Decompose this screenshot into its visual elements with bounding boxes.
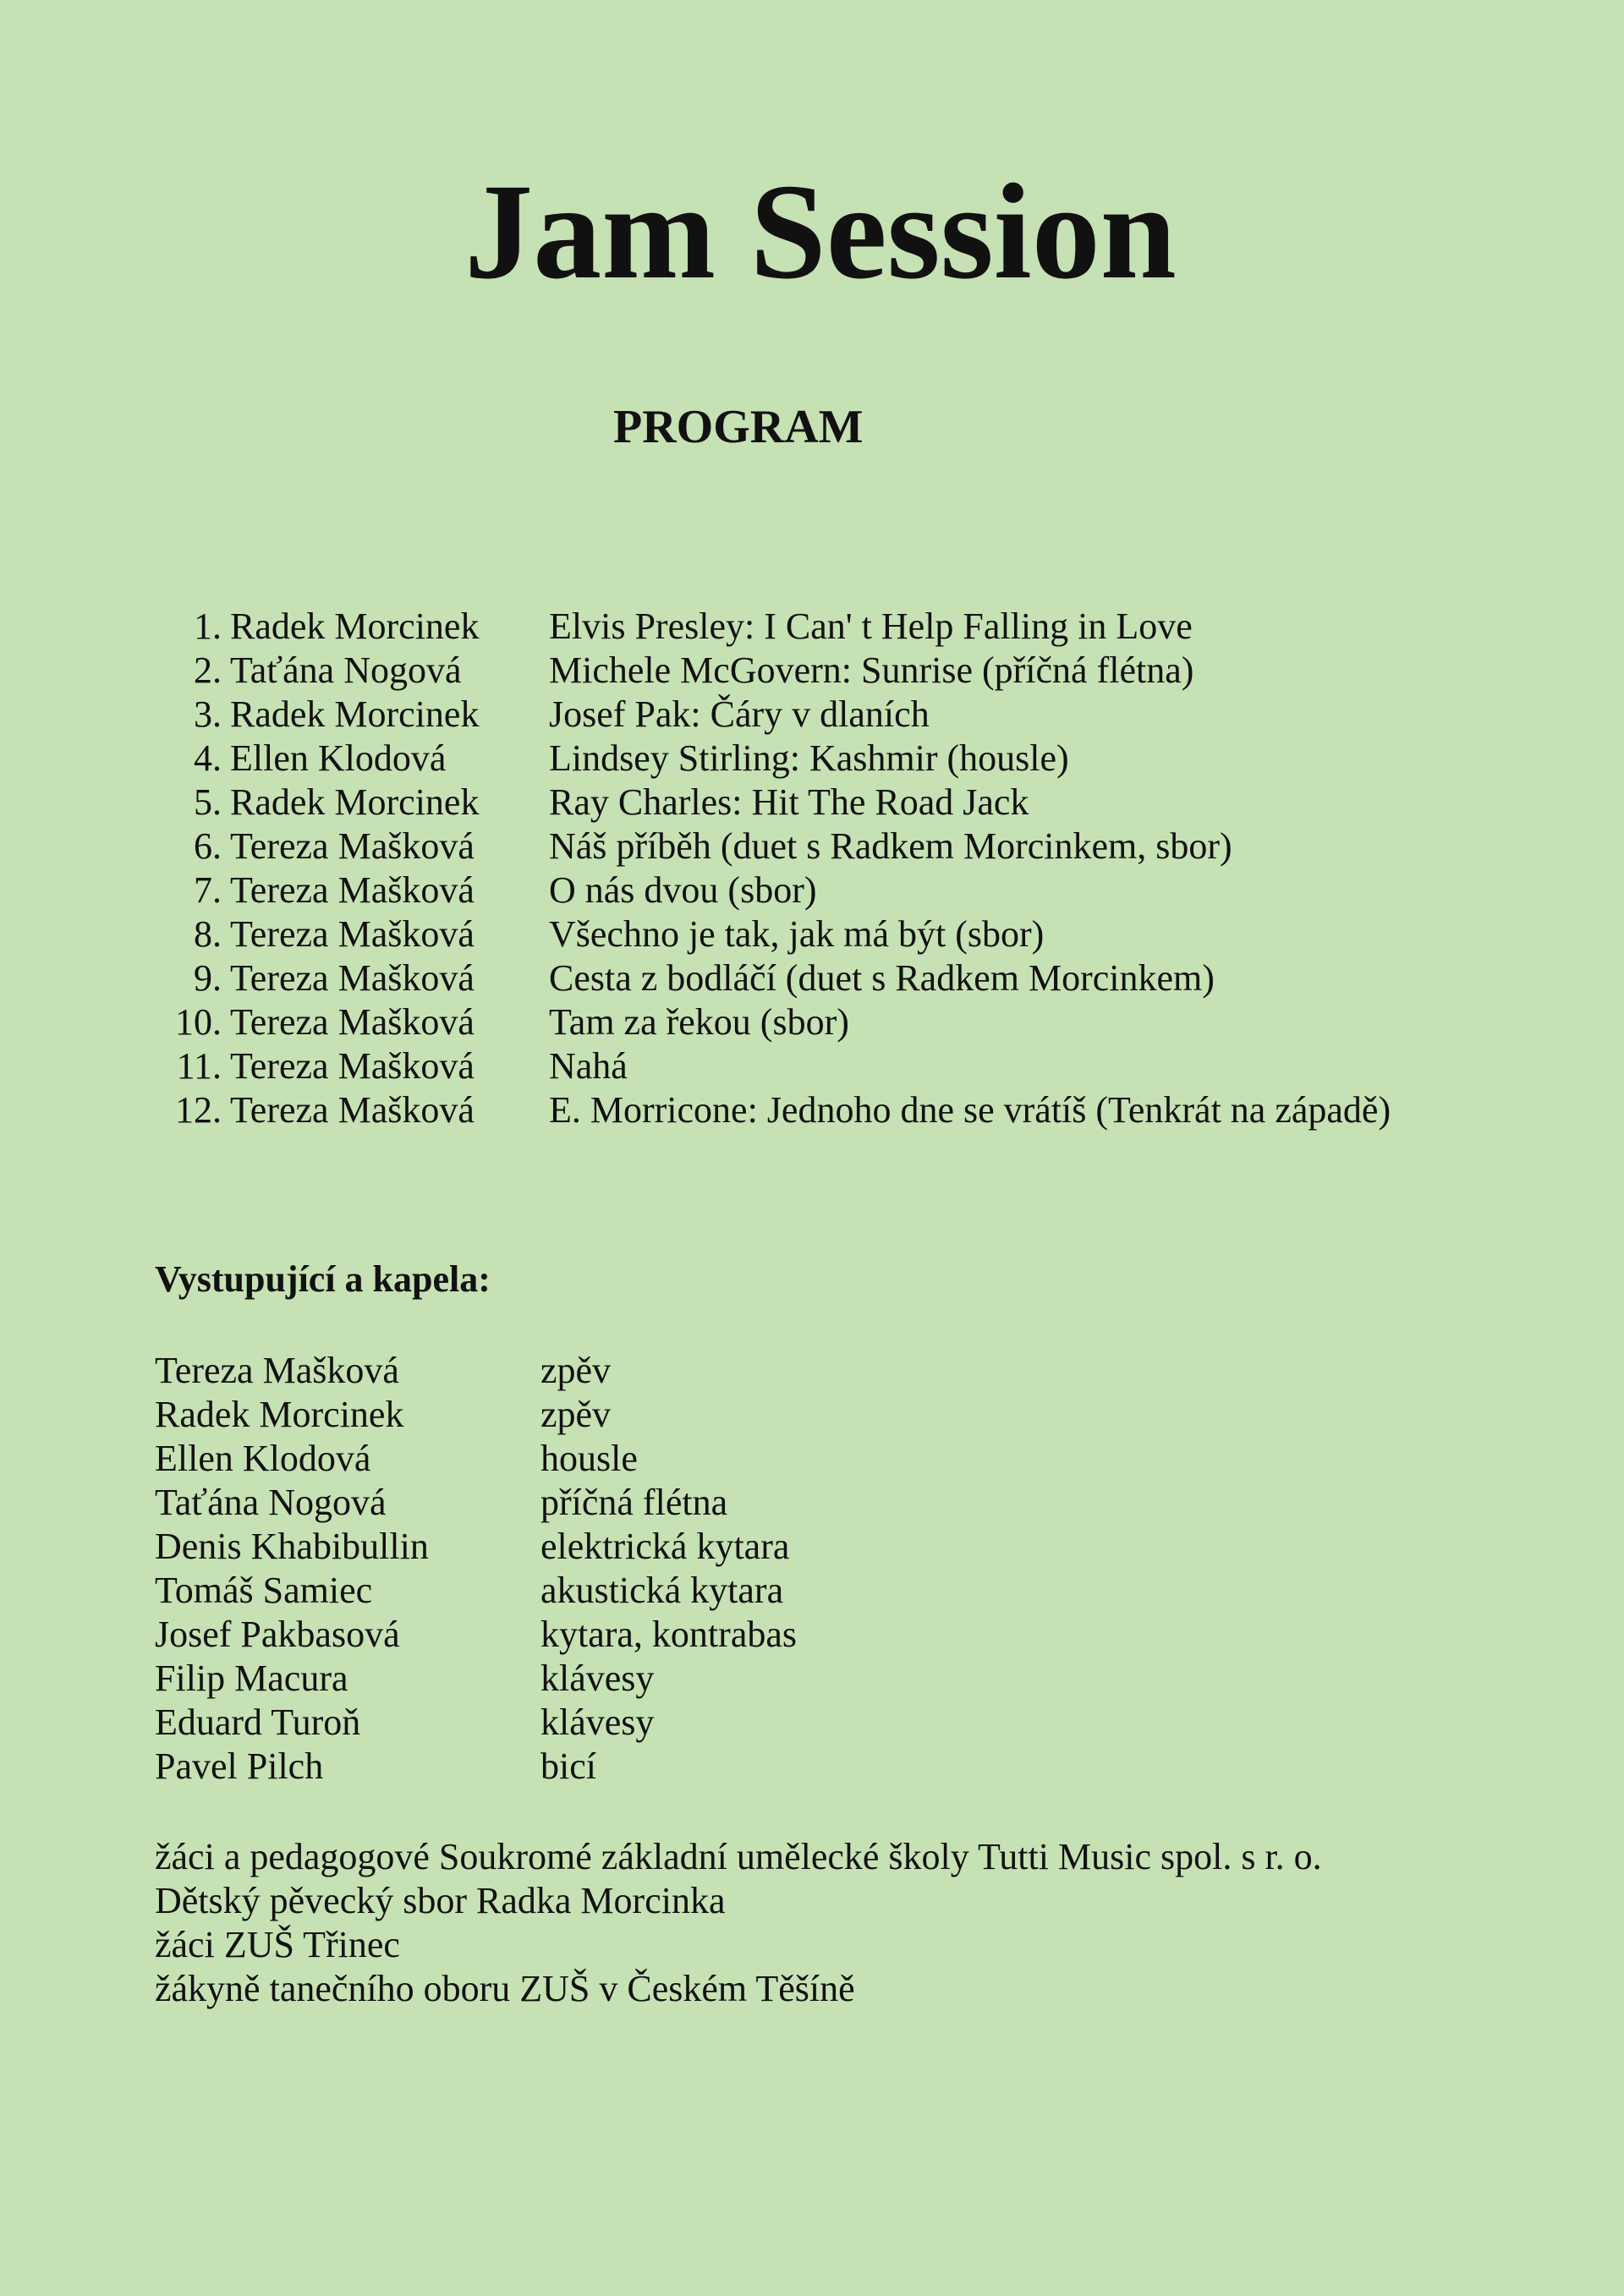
item-piece: Všechno je tak, jak má být (sbor) (549, 913, 1045, 955)
member-name: Filip Macura (155, 1658, 348, 1699)
member-name: Ellen Klodová (155, 1438, 371, 1479)
item-piece: Josef Pak: Čáry v dlaních (549, 693, 930, 735)
band-member (155, 1481, 797, 1525)
program-item (161, 605, 1391, 649)
member-role: klávesy (540, 1658, 655, 1699)
band-member (155, 1657, 797, 1701)
item-performer: Radek Morcinek (230, 606, 480, 647)
band-member (155, 1437, 797, 1481)
band-member (155, 1393, 797, 1437)
member-role: bicí (540, 1745, 596, 1787)
item-performer: Tereza Mašková (230, 825, 475, 867)
participant-line: Dětský pěvecký sbor Radka Morcinka (155, 1880, 726, 1921)
program-item (161, 1044, 1391, 1088)
program-item (161, 1000, 1391, 1044)
member-role: klávesy (540, 1701, 655, 1743)
item-performer: Tereza Mašková (230, 957, 475, 999)
band-member (155, 1525, 797, 1569)
member-name: Eduard Turoň (155, 1701, 361, 1743)
program-item (161, 912, 1391, 956)
band-heading: Vystupující a kapela: (155, 1258, 491, 1300)
item-performer: Radek Morcinek (230, 781, 480, 823)
member-name: Denis Khabibullin (155, 1526, 429, 1567)
member-name: Radek Morcinek (155, 1394, 404, 1435)
band-member (155, 1569, 797, 1613)
item-piece: Lindsey Stirling: Kashmir (housle) (549, 737, 1069, 779)
member-role: příčná flétna (540, 1482, 728, 1523)
item-number: 1. (194, 606, 222, 647)
item-piece: Nahá (549, 1045, 628, 1087)
page-title: Jam Session (464, 156, 1177, 308)
band-member (155, 1349, 797, 1393)
participants-list (155, 1835, 1322, 2011)
item-performer: Tereza Mašková (230, 1089, 475, 1131)
program-heading: PROGRAM (613, 401, 864, 453)
member-name: Pavel Pilch (155, 1745, 324, 1787)
member-role: elektrická kytara (540, 1526, 790, 1567)
item-number: 6. (194, 825, 222, 867)
item-number: 10. (175, 1001, 222, 1043)
program-item (161, 649, 1391, 693)
member-name: Tomáš Samiec (155, 1570, 373, 1611)
item-performer: Taťána Nogová (230, 649, 462, 691)
item-piece: Michele McGovern: Sunrise (příčná flétna) (549, 649, 1194, 691)
item-piece: Náš příběh (duet s Radkem Morcinkem, sbor) (549, 825, 1232, 867)
program-item (161, 1088, 1391, 1132)
band-member (155, 1613, 797, 1657)
program-list (161, 605, 1391, 1132)
member-role: kytara, kontrabas (540, 1614, 797, 1655)
program-item (161, 869, 1391, 912)
item-piece: Ray Charles: Hit The Road Jack (549, 781, 1029, 823)
member-role: zpěv (540, 1394, 612, 1435)
item-number: 3. (194, 693, 222, 735)
band-member (155, 1701, 797, 1745)
item-piece: E. Morricone: Jednoho dne se vrátíš (Tenkrát na západě) (549, 1089, 1391, 1131)
program-item (161, 825, 1391, 869)
program-item (161, 781, 1391, 825)
item-performer: Ellen Klodová (230, 737, 447, 779)
item-piece: Elvis Presley: I Can' t Help Falling in Love (549, 606, 1193, 647)
participant-line: žákyně tanečního oboru ZUŠ v Českém Těšíně (155, 1968, 855, 2009)
item-performer: Tereza Mašková (230, 869, 475, 911)
item-number: 8. (194, 913, 222, 955)
member-name: Josef Pakbasová (155, 1614, 400, 1655)
participant-line: žáci a pedagogové Soukromé základní umělecké školy Tutti Music spol. s r. o. (155, 1836, 1322, 1877)
item-number: 12. (175, 1089, 222, 1131)
program-item (161, 956, 1391, 1000)
item-performer: Radek Morcinek (230, 693, 480, 735)
member-role: akustická kytara (540, 1570, 784, 1611)
member-role: zpěv (540, 1350, 612, 1391)
band-list (155, 1349, 797, 1789)
band-member (155, 1745, 797, 1789)
item-performer: Tereza Mašková (230, 913, 475, 955)
item-number: 4. (194, 737, 222, 779)
program-item (161, 737, 1391, 781)
item-piece: Tam za řekou (sbor) (549, 1001, 849, 1043)
item-performer: Tereza Mašková (230, 1001, 475, 1043)
item-piece: Cesta z bodláčí (duet s Radkem Morcinkem) (549, 957, 1215, 999)
item-number: 11. (176, 1045, 222, 1087)
program-item (161, 693, 1391, 737)
participant-line: žáci ZUŠ Třinec (155, 1924, 400, 1965)
item-number: 2. (194, 649, 222, 691)
item-number: 5. (194, 781, 222, 823)
item-piece: O nás dvou (sbor) (549, 869, 817, 911)
item-performer: Tereza Mašková (230, 1045, 475, 1087)
member-name: Tereza Mašková (155, 1350, 399, 1391)
item-number: 7. (194, 869, 222, 911)
member-role: housle (540, 1438, 638, 1479)
member-name: Taťána Nogová (155, 1482, 387, 1523)
item-number: 9. (194, 957, 222, 999)
